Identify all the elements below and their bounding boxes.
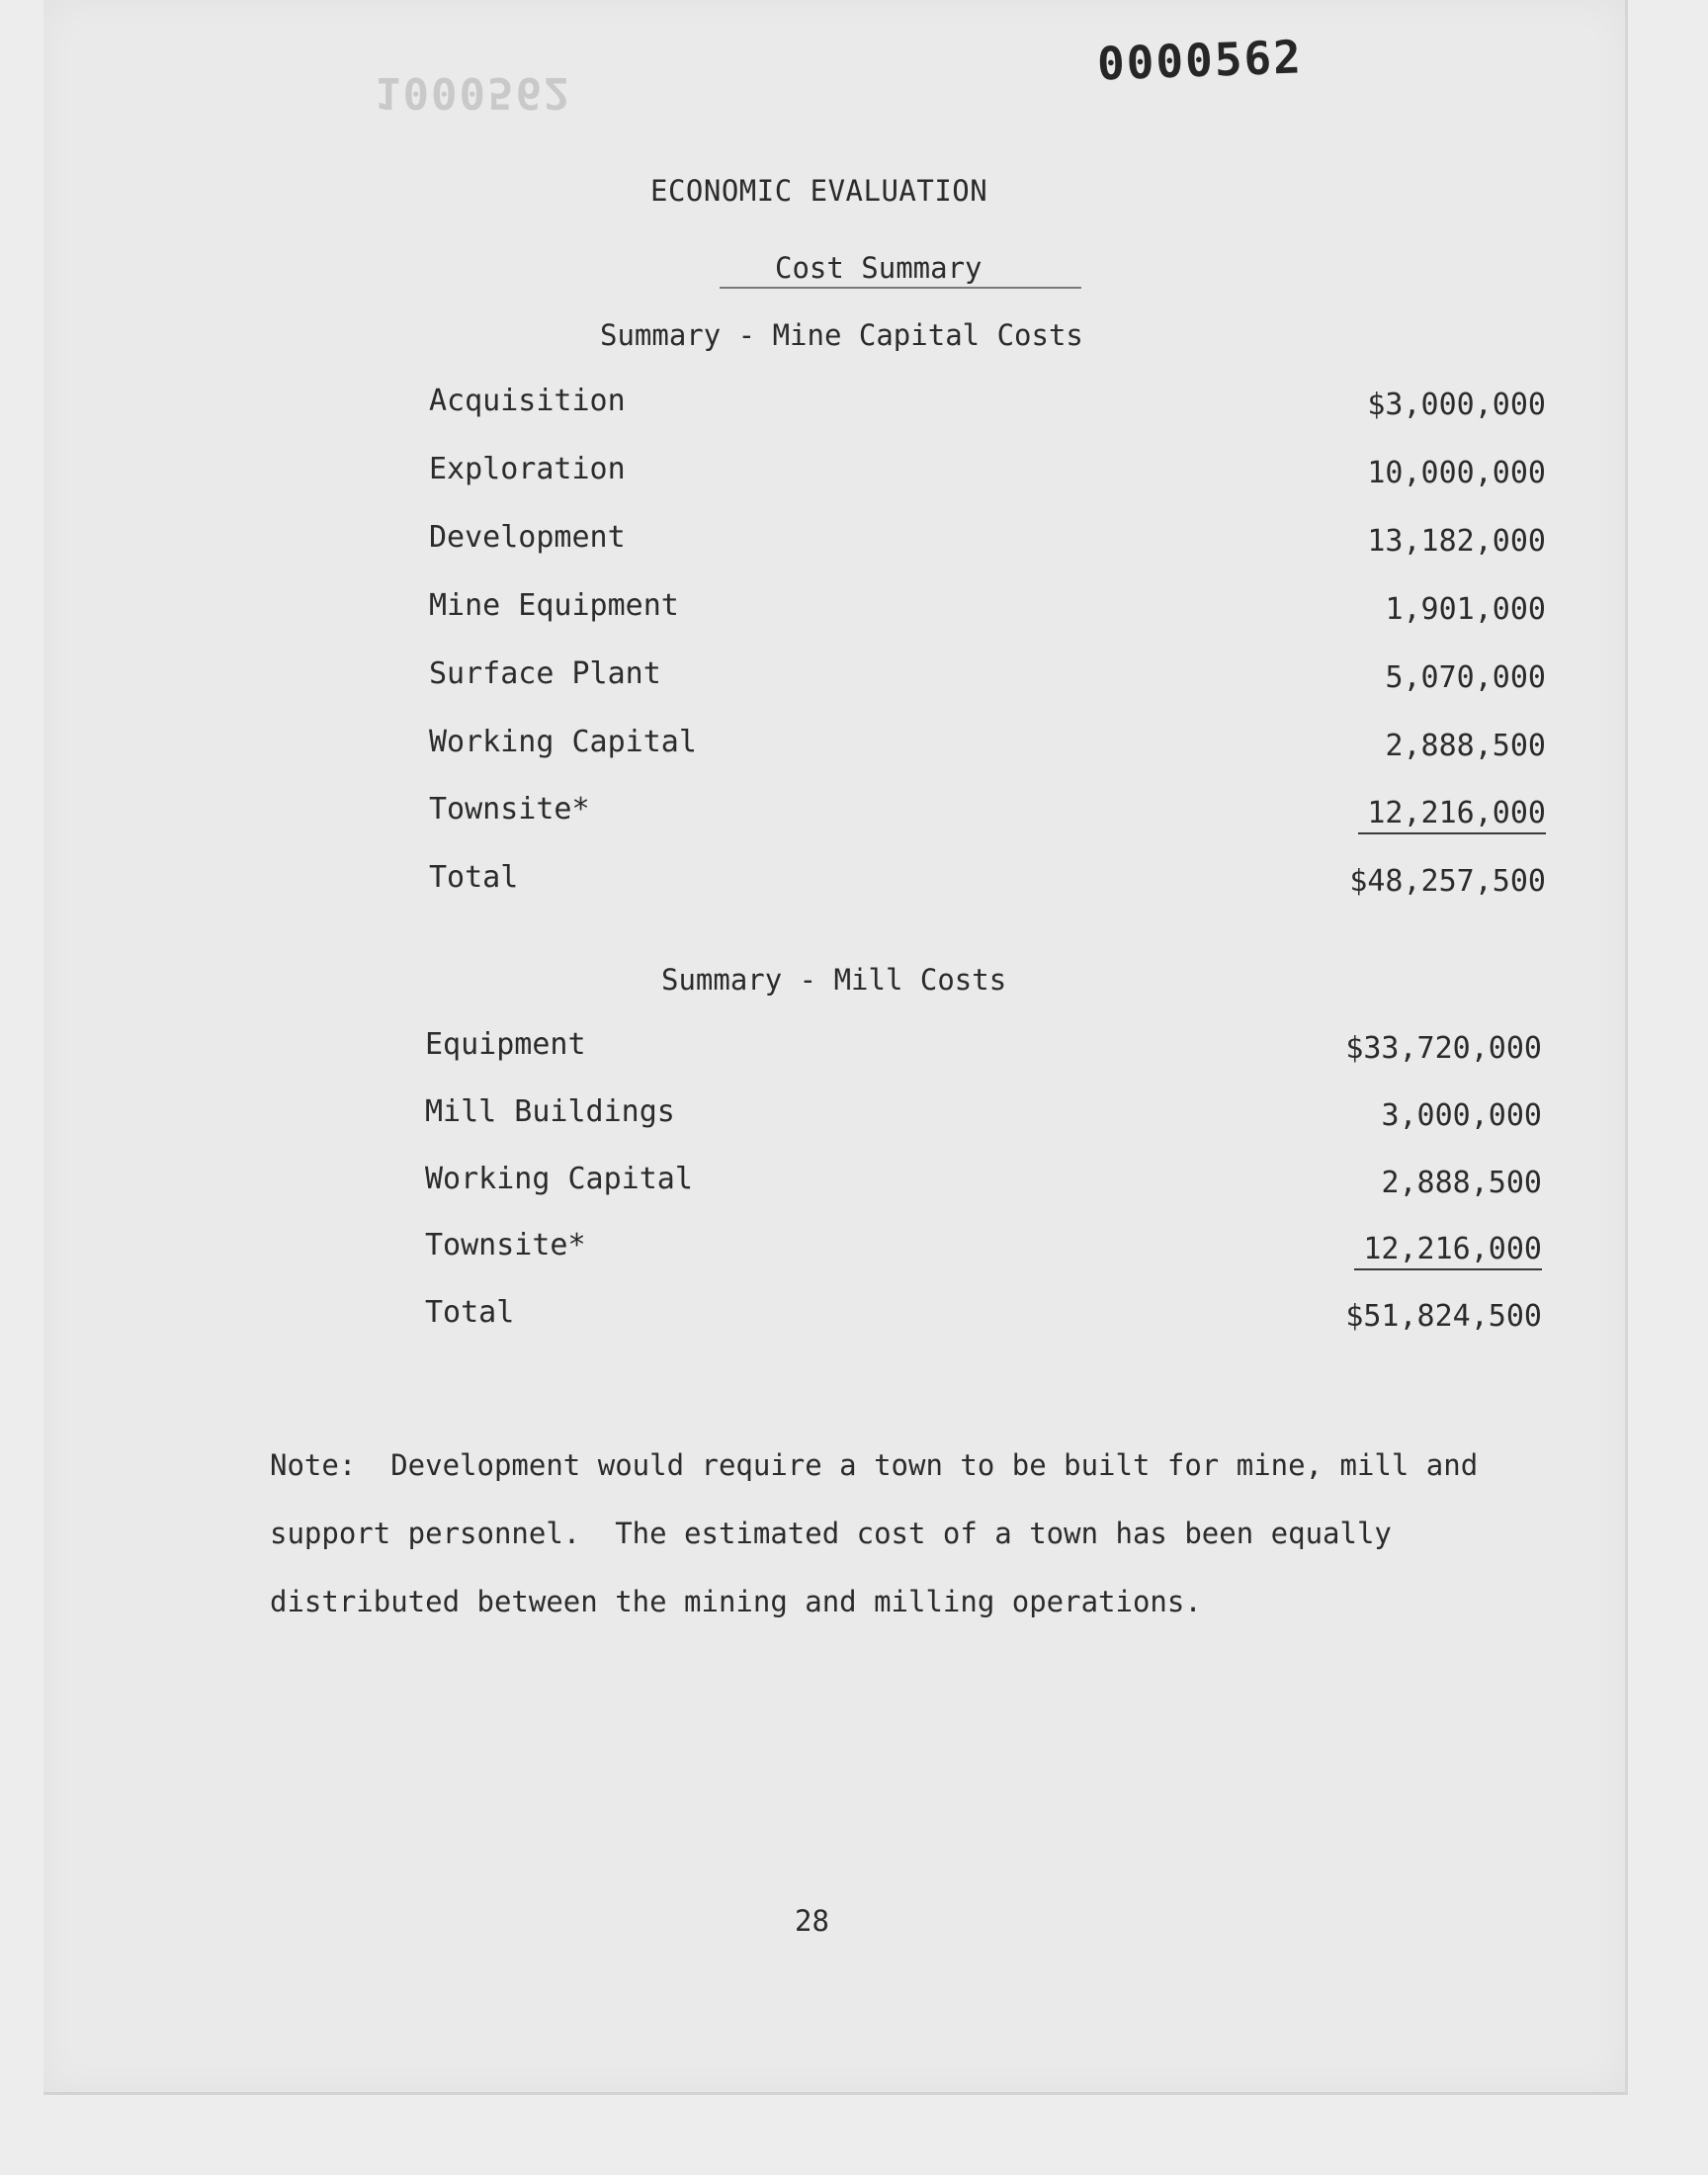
row-amount: $33,720,000 (1345, 1031, 1542, 1066)
row-label: Working Capital (429, 725, 697, 759)
row-amount: 1,901,000 (1385, 592, 1546, 627)
note-line: distributed between the mining and milling operations. (270, 1585, 1202, 1618)
note-line: support personnel. The estimated cost of a town has been equally (270, 1517, 1392, 1550)
row-label: Townsite* (425, 1228, 586, 1262)
page-number: 28 (795, 1904, 829, 1938)
row-label: Development (429, 520, 626, 555)
row-label: Equipment (425, 1027, 586, 1062)
stamp-number: 0000562 (1096, 30, 1304, 91)
note-line: Note: Development would require a town to be built for mine, mill and (270, 1448, 1479, 1482)
mine-capital-heading: Summary - Mine Capital Costs (600, 318, 1083, 352)
note-paragraph (270, 1432, 1505, 1636)
paper-sheet (43, 0, 1628, 2095)
row-label: Exploration (429, 452, 626, 486)
row-amount: $48,257,500 (1349, 864, 1546, 899)
row-amount: 13,182,000 (1367, 524, 1546, 559)
row-amount: 2,888,500 (1381, 1166, 1542, 1200)
row-label: Mill Buildings (425, 1094, 675, 1129)
page-subtitle: Cost Summary (720, 251, 1081, 289)
row-amount: 2,888,500 (1385, 729, 1546, 763)
row-amount: 12,216,000 (1358, 796, 1546, 834)
row-label: Surface Plant (429, 656, 661, 691)
mill-costs-heading: Summary - Mill Costs (661, 963, 1007, 997)
row-amount: 12,216,000 (1354, 1232, 1542, 1270)
row-label: Townsite* (429, 792, 590, 826)
page-title: ECONOMIC EVALUATION (650, 174, 988, 208)
row-label: Acquisition (429, 384, 626, 418)
row-amount: $3,000,000 (1367, 388, 1546, 422)
row-amount: $51,824,500 (1345, 1299, 1542, 1334)
row-label: Working Capital (425, 1162, 693, 1196)
row-label: Mine Equipment (429, 588, 679, 623)
row-label: Total (429, 860, 519, 895)
mirrored-stamp-number: 1000562 (375, 67, 572, 118)
row-label: Total (425, 1295, 515, 1330)
row-amount: 5,070,000 (1385, 660, 1546, 695)
row-amount: 3,000,000 (1381, 1098, 1542, 1133)
row-amount: 10,000,000 (1367, 456, 1546, 490)
